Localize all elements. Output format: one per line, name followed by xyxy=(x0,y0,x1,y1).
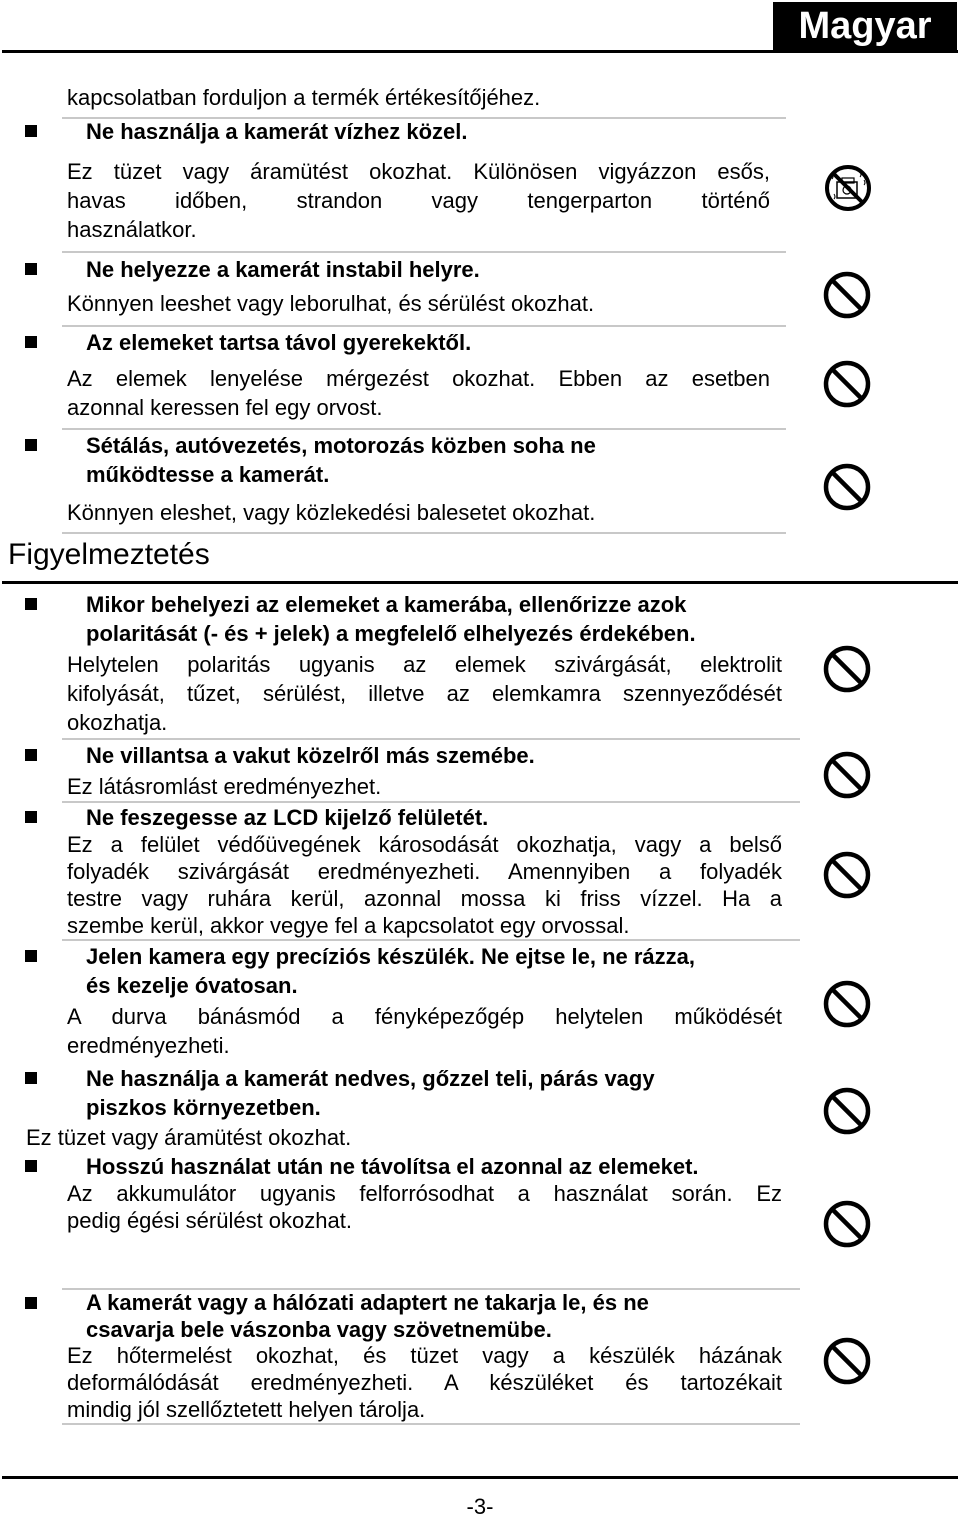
divider xyxy=(62,532,786,534)
item-body: Ez látásromlást eredményezhet. xyxy=(67,774,382,799)
item-body: Könnyen eleshet, vagy közlekedési balesetet okozhat. xyxy=(67,500,596,525)
language-tab: Magyar xyxy=(773,2,957,50)
prohibition-icon xyxy=(823,1087,871,1135)
section-rule xyxy=(2,581,958,584)
prohibition-icon xyxy=(823,271,871,319)
item-title: piszkos környezetben. xyxy=(86,1095,321,1120)
item-title: csavarja bele vászonba vagy szövetnemübe. xyxy=(86,1317,552,1342)
item-body: Az akkumulátor ugyanis felforrósodhat a használat során. Ez xyxy=(67,1181,782,1206)
bullet xyxy=(25,263,37,275)
no-water-icon xyxy=(824,164,872,212)
bullet xyxy=(25,1160,37,1172)
item-body: Ez a felület védőüvegének károsodását okozhatja, vagy a belső xyxy=(67,832,782,857)
item-title: Az elemeket tartsa távol gyerekektől. xyxy=(86,330,472,355)
prohibition-icon xyxy=(823,851,871,899)
divider xyxy=(62,428,786,430)
item-body: azonnal keressen fel egy orvost. xyxy=(67,395,383,420)
item-body: Ez tüzet vagy áramütést okozhat. xyxy=(26,1125,352,1150)
page-number: -3- xyxy=(466,1494,494,1519)
bullet xyxy=(25,336,37,348)
prohibition-icon xyxy=(823,463,871,511)
item-body: Könnyen leeshet vagy leborulhat, és sérülést okozhat. xyxy=(67,291,595,316)
divider xyxy=(62,325,786,327)
item-body: testre vagy ruhára kerül, azonnal mossa ki friss vízzel. Ha a xyxy=(67,886,782,911)
intro-text: kapcsolatban forduljon a termék értékesítőjéhez. xyxy=(67,85,541,110)
item-title: Ne használja a kamerát vízhez közel. xyxy=(86,119,468,144)
bullet xyxy=(25,439,37,451)
bullet xyxy=(25,598,37,610)
item-title: A kamerát vagy a hálózati adaptert ne takarja le, és ne xyxy=(86,1290,649,1315)
item-title: működtesse a kamerát. xyxy=(86,462,330,487)
divider xyxy=(62,801,800,803)
item-title: Ne használja a kamerát nedves, gőzzel teli, párás vagy xyxy=(86,1066,655,1091)
section-heading: Figyelmeztetés xyxy=(8,538,210,571)
item-body: mindig jól szellőztetett helyen tárolja. xyxy=(67,1397,426,1422)
item-body: Az elemek lenyelése mérgezést okozhat. Ebben az esetben xyxy=(67,366,770,391)
item-body: Helytelen polaritás ugyanis az elemek szivárgását, elektrolit xyxy=(67,652,782,677)
item-body: kifolyását, tűzet, sérülést, illetve az elemkamra szennyeződését xyxy=(67,681,782,706)
item-title: Sétálás, autóvezetés, motorozás közben soha ne xyxy=(86,433,596,458)
item-body: használatkor. xyxy=(67,217,197,242)
bullet xyxy=(25,811,37,823)
prohibition-icon xyxy=(823,751,871,799)
item-body: Ez hőtermelést okozhat, és tüzet vagy a készülék házának xyxy=(67,1343,782,1368)
prohibition-icon xyxy=(823,645,871,693)
bullet xyxy=(25,125,37,137)
divider xyxy=(62,738,800,740)
item-body: okozhatja. xyxy=(67,710,168,735)
item-title: Hosszú használat után ne távolítsa el azonnal az elemeket. xyxy=(86,1154,699,1179)
item-title: polaritását (- és + jelek) a megfelelő elhelyezés érdekében. xyxy=(86,621,696,646)
item-body: folyadék szivárgását eredményezheti. Amennyiben a folyadék xyxy=(67,859,782,884)
footer-rule xyxy=(2,1476,958,1479)
divider xyxy=(62,939,800,941)
item-title: Mikor behelyezi az elemeket a kamerába, ellenőrizze azok xyxy=(86,592,687,617)
item-body: eredményezheti. xyxy=(67,1033,230,1058)
item-body: deformálódását eredményezheti. A készüléket és tartozékait xyxy=(67,1370,782,1395)
divider xyxy=(62,1423,800,1425)
bullet xyxy=(25,950,37,962)
bullet xyxy=(25,1072,37,1084)
prohibition-icon xyxy=(823,360,871,408)
item-body: pedig égési sérülést okozhat. xyxy=(67,1208,352,1233)
prohibition-icon xyxy=(823,1200,871,1248)
item-body: A durva bánásmód a fényképezőgép helytelen működését xyxy=(67,1004,782,1029)
item-title: Ne feszegesse az LCD kijelző felületét. xyxy=(86,805,489,830)
item-body: havas időben, strandon vagy tengerparton történő xyxy=(67,188,770,213)
divider xyxy=(62,251,786,253)
bullet xyxy=(25,749,37,761)
item-title: Ne helyezze a kamerát instabil helyre. xyxy=(86,257,480,282)
item-title: Jelen kamera egy precíziós készülék. Ne ejtse le, ne rázza, xyxy=(86,944,695,969)
item-title: Ne villantsa a vakut közelről más szemébe. xyxy=(86,743,535,768)
prohibition-icon xyxy=(823,1337,871,1385)
prohibition-icon xyxy=(823,980,871,1028)
bullet xyxy=(25,1297,37,1309)
item-body: Ez tüzet vagy áramütést okozhat. Különösen vigyázzon esős, xyxy=(67,159,770,184)
item-title: és kezelje óvatosan. xyxy=(86,973,298,998)
item-body: szembe kerül, akkor vegye fel a kapcsolatot egy orvossal. xyxy=(67,913,630,938)
header-rule xyxy=(2,50,958,53)
